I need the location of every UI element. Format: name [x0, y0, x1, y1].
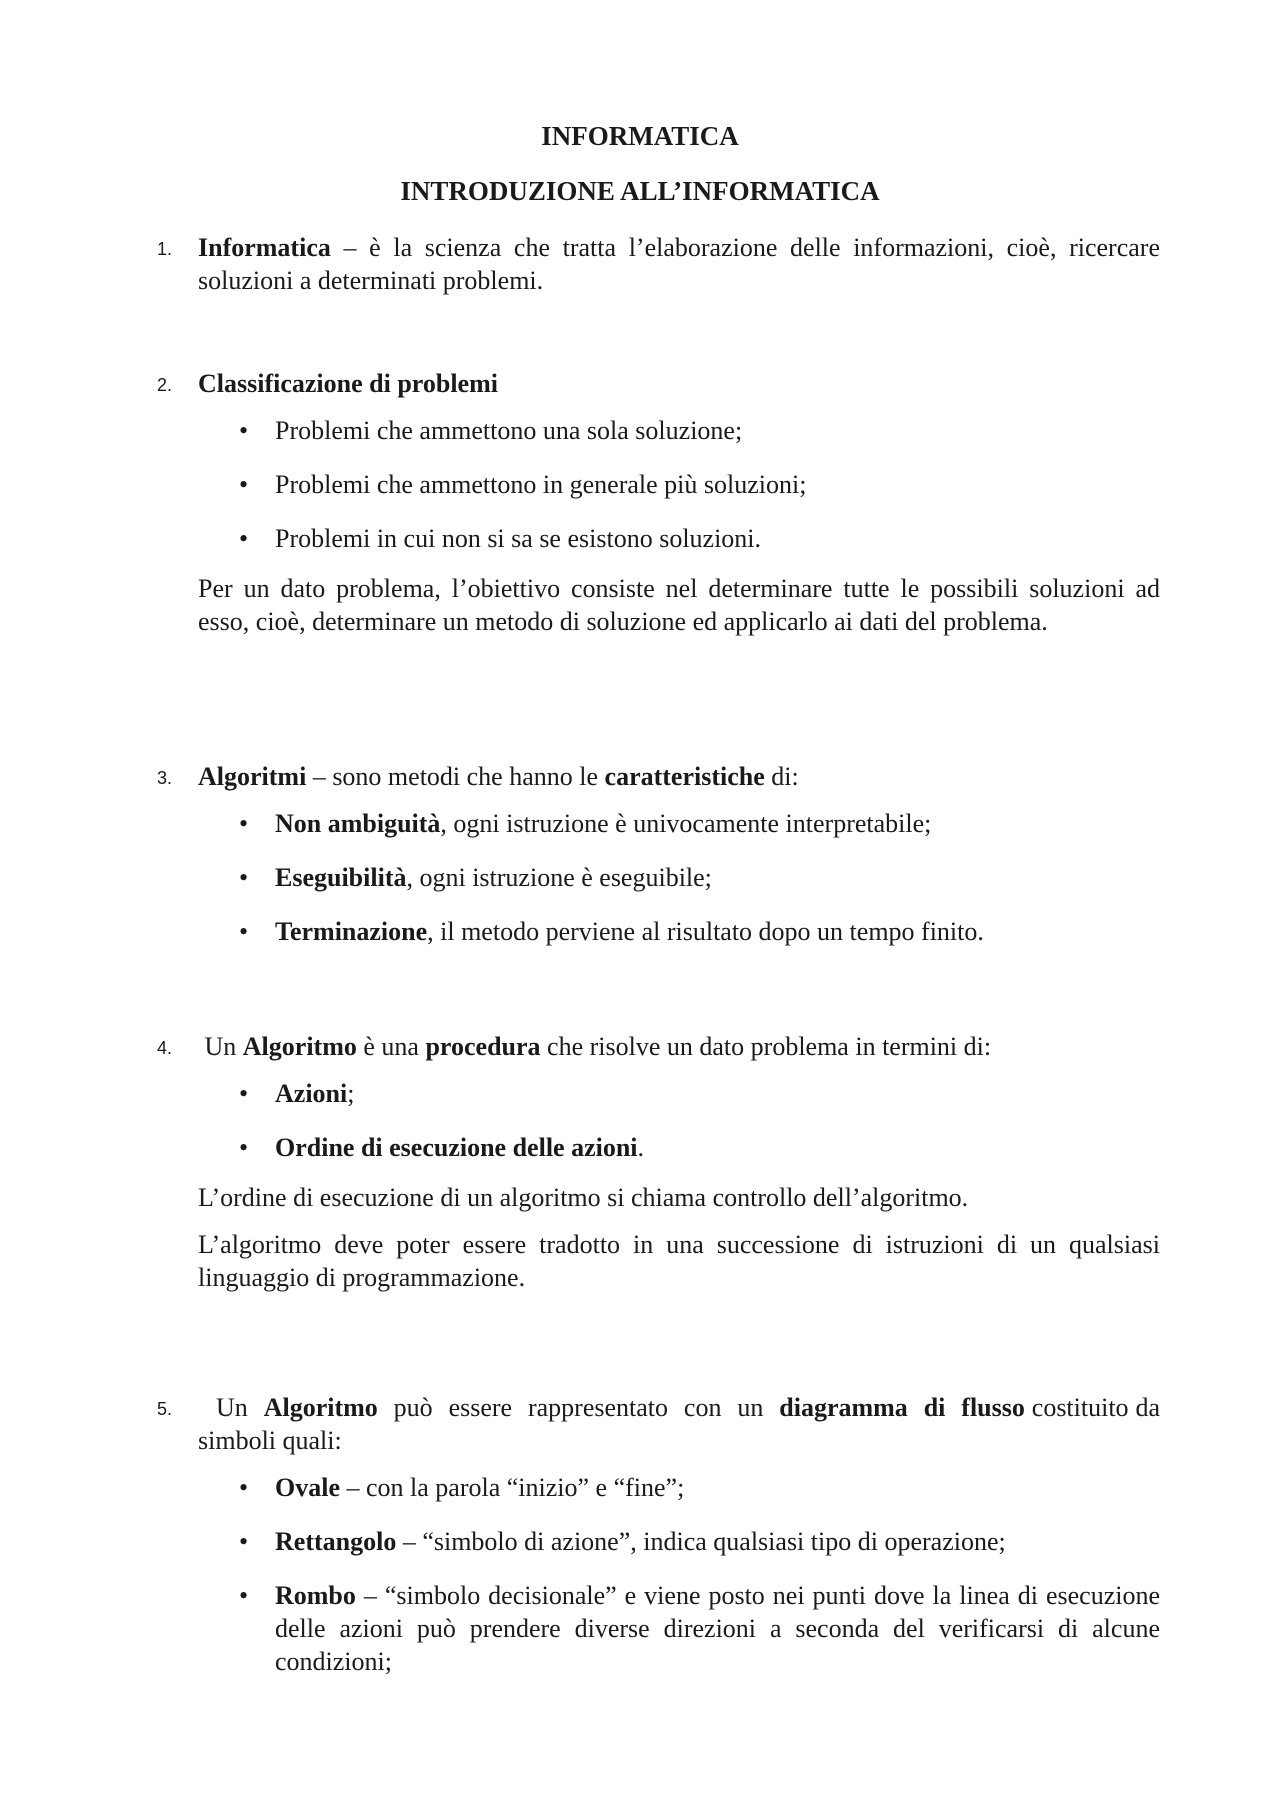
- document-title: INFORMATICA: [541, 121, 739, 151]
- list-item-text: , ogni istruzione è univocamente interpretabile;: [440, 809, 932, 838]
- section-number: 2.: [157, 375, 173, 395]
- list-item-term: Azioni: [275, 1079, 348, 1108]
- list-item-term: Terminazione: [275, 917, 428, 946]
- section-number: 1.: [157, 239, 173, 259]
- section-number: 5.: [157, 1399, 173, 1419]
- section-3-heading: [198, 760, 1160, 793]
- document-subtitle: INTRODUZIONE ALL’INFORMATICA: [400, 176, 880, 206]
- list-item: [157, 1579, 1160, 1678]
- heading-text: può essere rappresentato con un: [377, 1393, 780, 1422]
- list-item-term: Non ambiguità: [275, 809, 441, 838]
- heading-text: di:: [764, 762, 799, 791]
- heading-text: costituito da simboli quali:: [198, 1393, 1160, 1455]
- section-4-paragraph-1: L’ordine di esecuzione di un algoritmo si chiama controllo dell’algoritmo.: [198, 1183, 969, 1212]
- list-item: [157, 1525, 1160, 1558]
- term-diagramma-di-flusso: diagramma di flusso: [779, 1393, 1025, 1422]
- bullet-icon: •: [239, 416, 249, 445]
- section-1-text: [198, 231, 1160, 297]
- heading-text: è una: [356, 1032, 426, 1061]
- heading-text: Classificazione di problemi: [198, 369, 498, 398]
- bullet-icon: •: [239, 917, 249, 946]
- definition-text: – è la scienza che tratta l’elaborazione delle informazioni, cioè, ricercare soluzioni a determinati problemi.: [198, 233, 1160, 295]
- bullet-icon: •: [239, 1527, 249, 1556]
- bullet-icon: •: [239, 809, 249, 838]
- section-5-heading: [198, 1391, 1160, 1457]
- list-item-text: Problemi che ammettono in generale più soluzioni;: [275, 470, 807, 499]
- bullet-icon: •: [239, 1079, 249, 1108]
- term-informatica: Informatica: [198, 233, 331, 262]
- list-item-term: Eseguibilità: [275, 863, 407, 892]
- bullet-icon: •: [239, 1133, 249, 1162]
- section-1: [157, 231, 1160, 297]
- list-item: [157, 468, 1160, 501]
- list-item: [157, 522, 1160, 555]
- problem-types-list: [157, 414, 1160, 555]
- section-4-heading: [198, 1030, 1160, 1063]
- list-item-text: , il metodo perviene al risultato dopo un tempo finito.: [427, 917, 984, 946]
- list-item-text: , ogni istruzione è eseguibile;: [406, 863, 712, 892]
- heading-text: Un: [198, 1032, 243, 1061]
- term-procedura: procedura: [425, 1032, 541, 1061]
- section-4-paragraph-2: L’algoritmo deve poter essere tradotto in una successione di istruzioni di un qualsiasi linguaggio di programmazione.: [198, 1230, 1160, 1292]
- bullet-icon: •: [239, 1473, 249, 1502]
- list-item-term: Ovale: [275, 1473, 340, 1502]
- section-2-paragraph: Per un dato problema, l’obiettivo consiste nel determinare tutte le possibili soluzioni ad esso, cioè, determinare un metodo di soluzione ed applicarlo ai dati del problema.: [198, 574, 1160, 636]
- list-item: [157, 807, 1160, 840]
- list-item-term: Rombo: [275, 1581, 356, 1610]
- section-2-heading: [198, 367, 1160, 400]
- term-caratteristiche: caratteristiche: [604, 762, 765, 791]
- list-item-text: Problemi in cui non si sa se esistono soluzioni.: [275, 524, 762, 553]
- list-item-text: .: [637, 1133, 645, 1162]
- heading-text: – sono metodi che hanno le: [306, 762, 605, 791]
- list-item-text: Problemi che ammettono una sola soluzione;: [275, 416, 743, 445]
- heading-text: Un: [216, 1393, 264, 1422]
- list-item-term: Rettangolo: [275, 1527, 397, 1556]
- bullet-icon: •: [239, 863, 249, 892]
- list-item-text: ;: [347, 1079, 355, 1108]
- list-item-text: – “simbolo di azione”, indica qualsiasi tipo di operazione;: [396, 1527, 1006, 1556]
- heading-text: che risolve un dato problema in termini di:: [540, 1032, 992, 1061]
- list-item: [157, 861, 1160, 894]
- bullet-icon: •: [239, 524, 249, 553]
- list-item-term: Ordine di esecuzione delle azioni: [275, 1133, 638, 1162]
- list-item: [157, 1471, 1160, 1504]
- section-2: [157, 367, 1160, 638]
- characteristics-list: [157, 807, 1160, 948]
- list-item: [157, 1077, 1160, 1110]
- term-algoritmo: Algoritmo: [263, 1393, 378, 1422]
- term-algoritmi: Algoritmi: [198, 762, 307, 791]
- algorithm-terms-list: [157, 1077, 1160, 1164]
- list-item-text: – con la parola “inizio” e “fine”;: [340, 1473, 685, 1502]
- term-algoritmo: Algoritmo: [242, 1032, 357, 1061]
- list-item: [157, 414, 1160, 447]
- list-item: [157, 915, 1160, 948]
- section-number: 4.: [157, 1038, 173, 1058]
- list-item-text: – “simbolo decisionale” e viene posto nei punti dove la linea di esecuzione delle azioni può prendere diverse direzioni a seconda del verificarsi di alcune condizioni;: [275, 1581, 1160, 1676]
- bullet-icon: •: [239, 470, 249, 499]
- section-5: [157, 1391, 1160, 1699]
- flowchart-symbols-list: [157, 1471, 1160, 1678]
- bullet-icon: •: [239, 1581, 249, 1610]
- section-3: [157, 760, 1160, 969]
- list-item: [157, 1131, 1160, 1164]
- section-number: 3.: [157, 768, 173, 788]
- section-4: [157, 1030, 1160, 1294]
